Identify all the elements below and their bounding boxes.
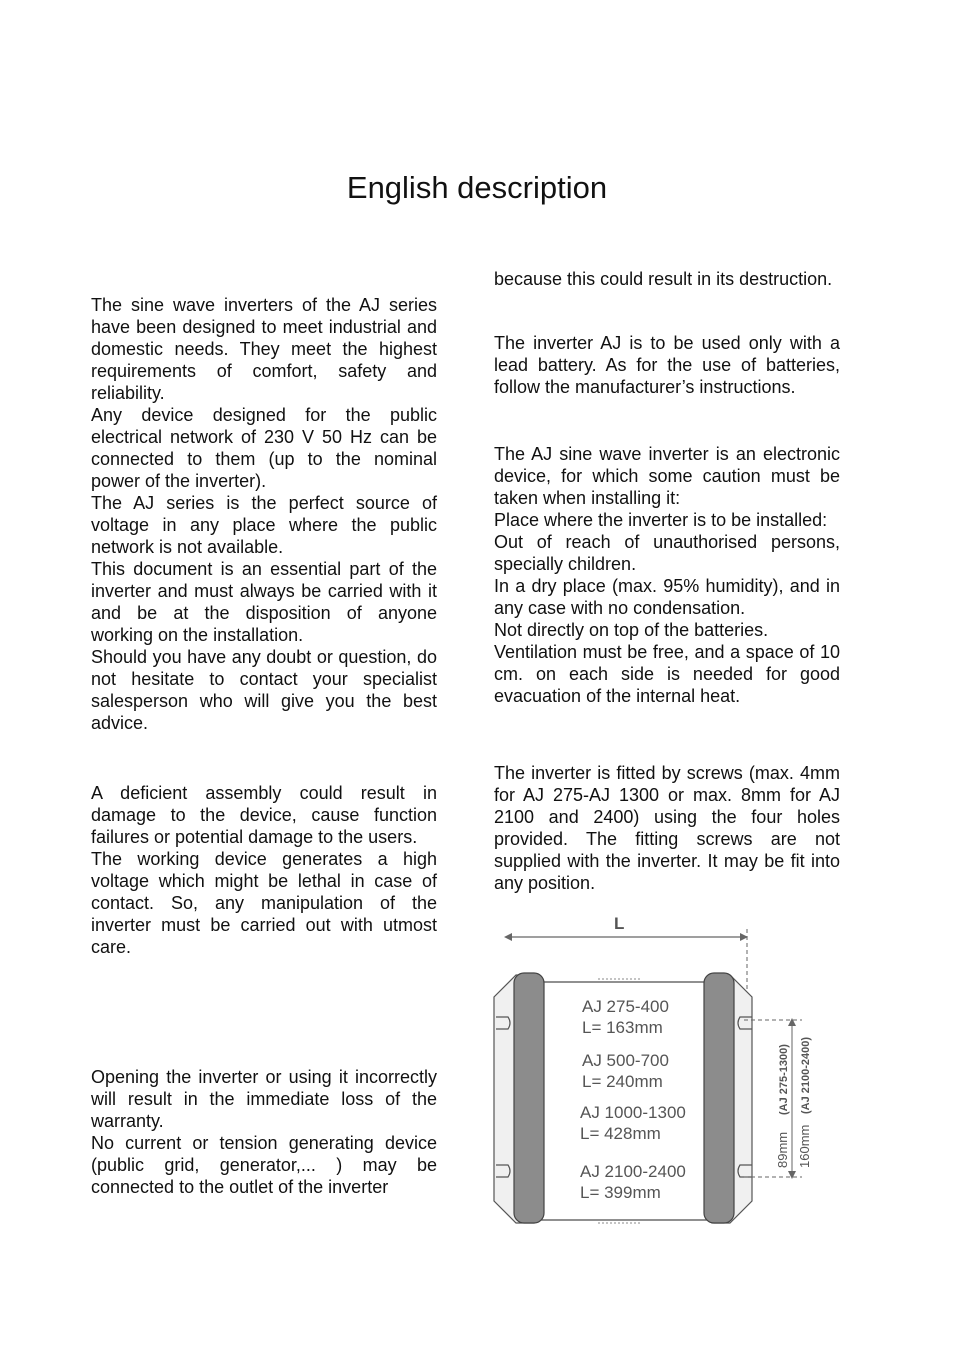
paragraph: The working device generates a high voltage which might be lethal in case of contact. So, any manipulation of the inverter must be carried out with utmost care.	[91, 849, 437, 957]
paragraph: A deficient assembly could result in damage to the device, cause function failures or potential damage to the users.	[91, 783, 437, 847]
paragraph: because this could result in its destruction.	[494, 269, 833, 289]
length-label: L	[614, 914, 625, 933]
left-end-cap-grip	[514, 973, 544, 1223]
paragraph: Should you have any doubt or question, do not hesitate to contact your specialist salesperson who will give you the best advice.	[91, 647, 437, 733]
paragraph: The AJ sine wave inverter is an electronic device, for which some caution must be taken when installing it:	[494, 444, 840, 508]
continuation-section	[494, 268, 840, 290]
model-name: AJ 500-700	[582, 1051, 669, 1070]
arrow-up-icon	[788, 1018, 796, 1026]
model-length: L= 163mm	[582, 1018, 663, 1037]
paragraph: The sine wave inverters of the AJ series have been designed to meet industrial and domestic needs. They meet the highest requirements of comfort, safety and reliability.	[91, 295, 437, 403]
fitting-section	[494, 762, 840, 894]
model-name: AJ 275-400	[582, 997, 669, 1016]
warranty-section	[91, 1066, 437, 1198]
paragraph: Opening the inverter or using it incorrectly will result in the immediate loss of the warranty.	[91, 1067, 437, 1131]
arrow-left-icon	[504, 933, 512, 941]
paragraph: This document is an essential part of the inverter and must always be carried with it and be at the disposition of anyone working on the installation.	[91, 559, 437, 645]
paragraph: Ventilation must be free, and a space of 10 cm. on each side is needed for good evacuation of the internal heat.	[494, 642, 840, 706]
model-length: L= 399mm	[580, 1183, 661, 1202]
paragraph: The inverter AJ is to be used only with a lead battery. As for the use of batteries, follow the manufacturer’s instructions.	[494, 333, 840, 397]
paragraph: Not directly on top of the batteries.	[494, 620, 769, 640]
page-title: English description	[346, 170, 608, 205]
intro-section	[91, 294, 437, 734]
battery-section	[494, 332, 840, 398]
paragraph: The inverter is fitted by screws (max. 4mm for AJ 275-AJ 1300 or max. 8mm for AJ 2100 and 2400) using the four holes provided. The fitting screws are not supplied with the inverter. It may be fit into any position.	[494, 763, 840, 893]
paragraph: No current or tension generating device (public grid, generator,... ) may be connected to the outlet of the inverter	[91, 1133, 437, 1197]
paragraph: In a dry place (max. 95% humidity), and in any case with no condensation.	[494, 576, 840, 618]
paragraph: Out of reach of unauthorised persons, specially children.	[494, 532, 840, 574]
arrow-down-icon	[788, 1171, 796, 1179]
dimension-160-models: (AJ 2100-2400)	[800, 1036, 812, 1114]
inverter-dimension-diagram	[490, 905, 830, 1235]
model-length: L= 240mm	[582, 1072, 663, 1091]
paragraph: Any device designed for the public electrical network of 230 V 50 Hz can be connected to them (up to the nominal power of the inverter).	[91, 405, 437, 491]
safety-section	[91, 782, 437, 958]
model-length: L= 428mm	[580, 1124, 661, 1143]
dimension-89: 89mm	[775, 1131, 790, 1168]
installation-section	[494, 443, 840, 707]
model-name: AJ 1000-1300	[580, 1103, 686, 1122]
dimension-160: 160mm	[797, 1124, 812, 1168]
dimension-89-models: (AJ 275-1300)	[778, 1044, 790, 1115]
paragraph: Place where the inverter is to be installed:	[494, 510, 828, 530]
paragraph: The AJ series is the perfect source of voltage in any place where the public network is not available.	[91, 493, 437, 557]
model-name: AJ 2100-2400	[580, 1162, 686, 1181]
right-end-cap-grip	[704, 973, 734, 1223]
